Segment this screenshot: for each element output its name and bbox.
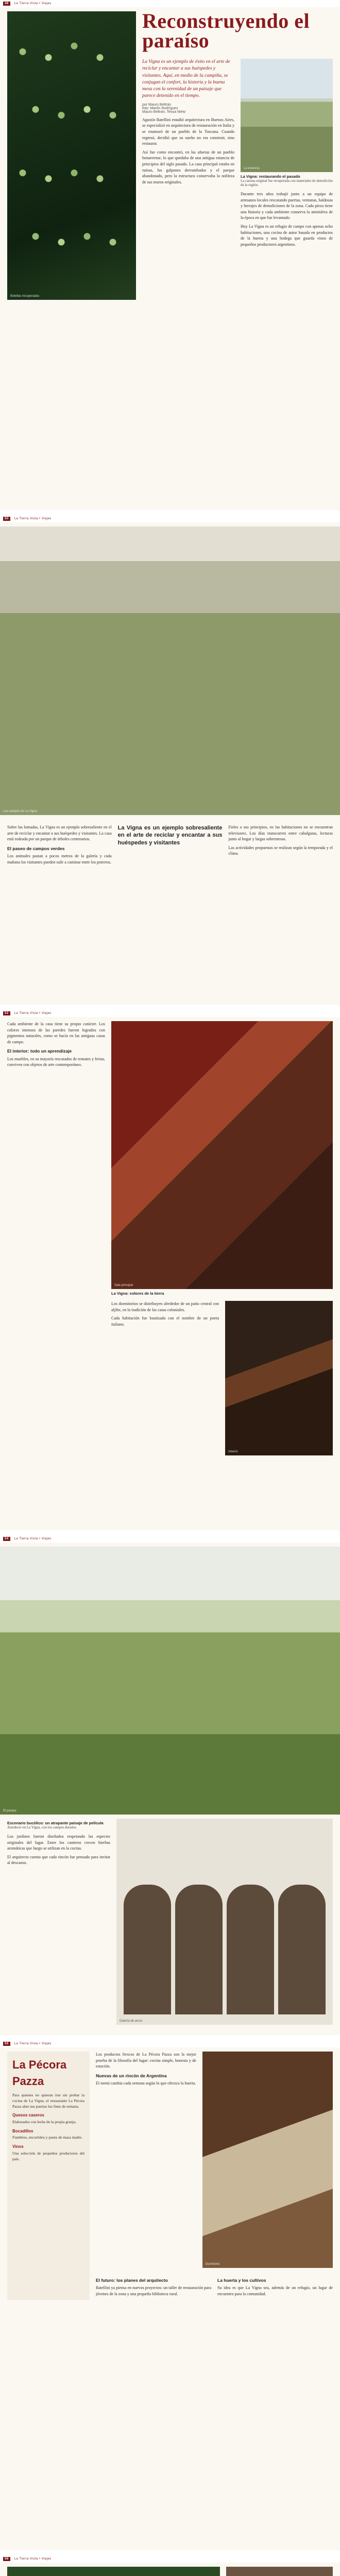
photo-caption: La estancia [244, 167, 260, 170]
section-label: La Tierra Vista • Viajes [14, 2557, 52, 2561]
estate-photo [241, 59, 333, 172]
section-label: La Tierra Vista • Viajes [14, 1012, 52, 1015]
spread-closing [0, 2555, 340, 2576]
sidebar-section-text: Elaborados con leche de la propia granja. [12, 2120, 76, 2124]
pull-quote: La Vigna es un ejemplo sobresaliente en el arte de reciclar y encantar a sus huéspedes y visitantes [117, 825, 223, 846]
architect-portrait [226, 2567, 333, 2576]
folio-bar [0, 1010, 340, 1017]
subheading: La huerta y los cultivos [217, 2278, 266, 2283]
page-number: 56 [3, 2042, 10, 2046]
body-column-2 [111, 1301, 219, 1455]
sidebar-section-title: Quesos caseros [12, 2113, 44, 2118]
paragraph: Los jardines fueron diseñados respetando las especies originales del lugar. Entre los canteros crecen hierbas aromáticas que luego se utilizan en la cocina. [7, 1834, 110, 1851]
spread-paisaje [0, 1535, 340, 2040]
paragraph: Sobre las lomadas, La Vigna es un ejemplo sobresaliente en el arte de reciclar y encantar a sus huéspedes y visitantes. La casa está rodeada por un parque de árboles centenarios. [7, 825, 112, 842]
body-column-1 [7, 1834, 110, 1866]
spread-pecora-pazza [0, 2040, 340, 2555]
interior-photo [225, 1301, 333, 1455]
section-label: La Tierra Vista • Viajes [14, 2, 52, 5]
body-column-1 [96, 2052, 196, 2268]
body-column-1 [7, 1021, 105, 1455]
photo-caption: Dormitorio [205, 2263, 220, 2266]
body-column-2 [228, 824, 333, 868]
arch [227, 1885, 274, 2014]
section-label: La Tierra Vista • Viajes [14, 2042, 52, 2045]
paragraph: Su idea es que La Vigna sea, además de un refugio, un lugar de encuentro para la comunidad. [217, 2285, 333, 2296]
photo-caption-title: Escenario bucólico: un atrapante paisaje de película [7, 1821, 104, 1825]
arch [278, 1885, 326, 2014]
paragraph: Los dormitorios se distribuyen alrededor de un patio central con aljibe, en la tradición de las casas coloniales. [111, 1301, 219, 1312]
page-number: 52 [3, 1011, 10, 1015]
paragraph: Los productos frescos de La Pécora Pazza son la mejor prueba de la filosofía del lugar: cocina simple, honesta y de estación. [96, 2052, 196, 2069]
subheading: El interior: todo un aprendizaje [7, 1048, 72, 1054]
paragraph: Fieles a sus principios, en las habitaciones no se encuentran televisores. Los días transcurren entre cabalgatas, lecturas junto al hogar y largas sobremesas. [228, 825, 333, 842]
garden-photo [7, 2567, 220, 2576]
photo-caption: Sala principal [114, 1284, 133, 1287]
spread-opening [0, 0, 340, 515]
byline-line: por Mauro Beltrán [142, 103, 172, 107]
body-column-3 [217, 2274, 333, 2300]
photo-caption-text: Atardecer en La Vigna, con los campos dorados. [7, 1825, 77, 1829]
section-label: La Tierra Vista • Viajes [14, 1537, 52, 1540]
sidebar-section-text: Una selección de pequeños productores del país. [12, 2150, 84, 2161]
paragraph: Durante tres años trabajó junto a un equipo de artesanos locales rescatando puertas, ventanas, baldosas y herrajes de demoliciones de la zona. Cada pieza tiene una historia y cada ambiente conserva la atmósfera de la época en que fue levantado. [241, 192, 333, 221]
photo-caption: Botellas recuperadas [10, 295, 40, 298]
subheading: El futuro: los planes del arquitecto [96, 2278, 168, 2283]
photo-caption: Interior [228, 1450, 238, 1453]
page-number: 50 [3, 517, 10, 521]
room-photo [111, 1021, 333, 1289]
article-title: Reconstruyendo el paraíso [142, 9, 310, 52]
article-lead: La Vigna es un ejemplo de éxito en el arte de reciclar y encantar a sus huéspedes y visitantes. Aquí, en medio de la campiña, se conjugan el confort, la historia y la buena mesa con la serenidad de un paisaje que parece detenido en el tiempo. [142, 59, 230, 99]
section-label: La Tierra Vista • Viajes [14, 517, 52, 520]
spread-interior [0, 1010, 340, 1535]
arch-row [116, 1819, 333, 2025]
page-number: 58 [3, 2557, 10, 2561]
sidebar-section-title: Vinos [12, 2144, 24, 2149]
sidebar-title: La Pécora Pazza [12, 2058, 67, 2088]
body-column-2 [241, 191, 333, 247]
sidebar-section-title: Bocadillos [12, 2128, 33, 2133]
paragraph: Las actividades propuestas se realizan según la temporada y el clima. [228, 845, 333, 856]
sidebar-intro: Para quienes no quieran irse sin probar la cocina de La Vigna, el restaurante La Pécora Pazza abre sus puertas los fines de semana. [12, 2092, 84, 2109]
page-number: 54 [3, 1537, 10, 1541]
bottles-photo [7, 11, 136, 300]
folio-bar [0, 0, 340, 7]
paragraph: Batellini ya piensa en nuevos proyectos: un taller de restauración para jóvenes de la zona y una pequeña biblioteca rural. [96, 2285, 211, 2296]
photo-caption: Galería de arcos [120, 2020, 143, 2023]
folio-bar [0, 2040, 340, 2047]
field-photo [0, 1547, 340, 1815]
spread-campos [0, 515, 340, 1010]
cows-photo [0, 527, 340, 815]
pull-quote-column [118, 824, 223, 868]
arch [124, 1885, 171, 2014]
paragraph: Los muebles, en su mayoría rescatados de remates y ferias, conviven con objetos de arte contemporáneo. [7, 1056, 105, 1067]
paragraph: Hoy La Vigna es un refugio de campo con apenas ocho habitaciones, una cocina de autor basada en productos de la huerta y una bodega que guarda vinos de pequeños productores argentinos. [241, 224, 333, 247]
arches-photo [116, 1819, 333, 2025]
paragraph: El arquitecto cuenta que cada rincón fue pensado para invitar al descanso. [7, 1854, 110, 1866]
arch [175, 1885, 223, 2014]
sidebar-section-text: Fiambres, encurtidos y panes de masa madre. [12, 2135, 83, 2140]
paragraph: El menú cambia cada semana según lo que ofrezca la huerta. [96, 2081, 196, 2086]
photo-caption-title: La Vigna: restaurando el pasado [241, 174, 300, 179]
body-column-1 [7, 824, 112, 868]
page-number: 48 [3, 2, 10, 6]
folio-bar [0, 1535, 340, 1543]
folio-bar [0, 2555, 340, 2563]
photo-caption-text: La casona original fue recuperada con materiales de demolición de la región. [241, 179, 333, 187]
photo-caption: Los campos de La Vigna [3, 810, 37, 813]
folio-bar [0, 515, 340, 522]
subheading: Nuevas de un rincón de Argentina [96, 2073, 167, 2078]
byline-line: Mauro Beltrán, Tessa Nieto [142, 110, 186, 114]
subheading: El paseo de campos verdes [7, 845, 65, 851]
paragraph: Cada habitación fue bautizada con el nombre de un poeta italiano. [111, 1316, 219, 1327]
text-row [0, 819, 340, 873]
paragraph: Agustín Batellini estudió arquitectura en Buenos Aires, se especializó en arquitectura de restauración en Italia y se enamoró de un pueblo de la Toscana. Cuando regresó, decidió que su sueño no era construir, sino restaurar. [142, 117, 234, 146]
byline-line: foto: Martín Rodríguez [142, 106, 178, 110]
paragraph: Cada ambiente de la casa tiene su propio carácter. Los colores intensos de las paredes fueron logrados con pigmentos naturales, como se hacía en las antiguas casas de campo. [7, 1022, 105, 1044]
body-column-1 [142, 117, 234, 185]
byline [142, 103, 234, 114]
bedroom-photo [202, 2052, 333, 2268]
paragraph: Así fue como encontró, en las afueras de un pueblo bonaerense, lo que quedaba de una antigua estancia de principios del siglo pasado. La casa principal estaba en ruinas, los galpones derrumbados y el parque abandonado, pero la estructura conservaba la nobleza de sus muros originales. [142, 149, 234, 184]
photo-caption-title: La Vigna: colores de la tierra [111, 1291, 164, 1296]
photo-caption: El parque [3, 1809, 16, 1812]
body-column-2 [96, 2274, 211, 2300]
pecora-pazza-sidebar [7, 2052, 90, 2300]
paragraph: Los animales pastan a pocos metros de la galería y cada mañana los visitantes pueden salir a caminar entre los potreros. [7, 854, 112, 865]
